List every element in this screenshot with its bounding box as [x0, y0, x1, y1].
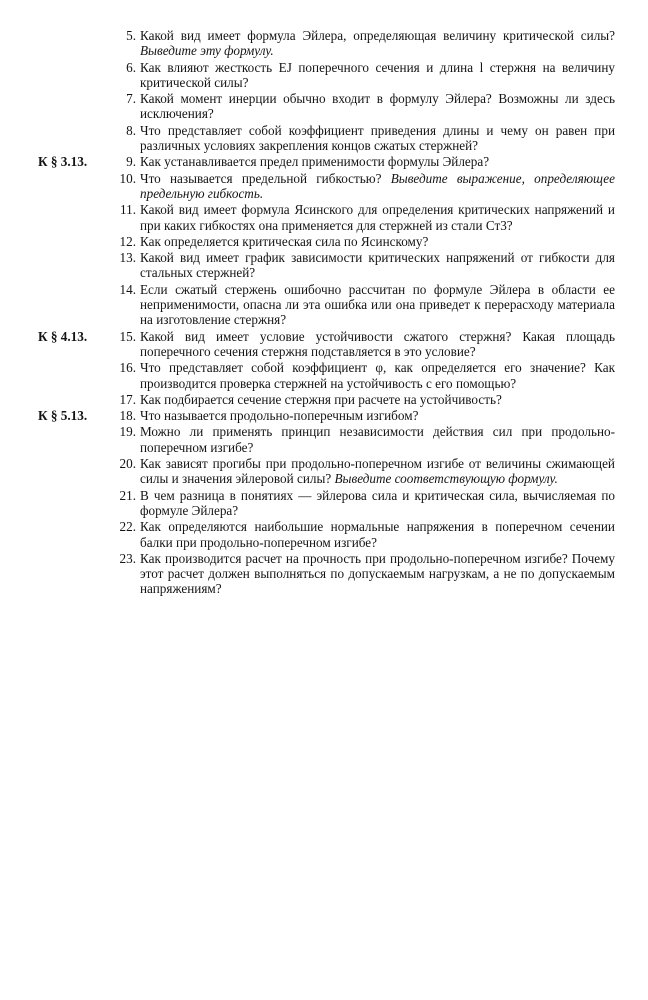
question-item: [0, 488, 648, 519]
question-item: [0, 282, 648, 328]
question-item: [0, 60, 648, 91]
question-text-block: [140, 329, 615, 360]
question-text-block: [140, 282, 615, 328]
question-text: Какой вид имеет формула Ясинского для определения критических напряжений и при каких гибкостях она применяется для стержней из стали Ст3?: [140, 202, 615, 233]
question-number: 15.: [119, 328, 136, 344]
question-text: Можно ли применять принцип независимости действия сил при продольно-поперечном изгибе?: [140, 424, 615, 455]
question-list: [0, 28, 648, 598]
question-text-block: [140, 123, 615, 154]
question-item: [0, 91, 648, 122]
question-text-block: [140, 519, 615, 550]
question-item: [0, 250, 648, 281]
question-number: 21.: [119, 487, 136, 503]
question-number: 18.: [119, 408, 136, 424]
question-item: [0, 424, 648, 455]
question-item: [0, 408, 648, 423]
question-text-block: [140, 154, 615, 169]
question-text: Как производится расчет на прочность при продольно-поперечном изгибе? Почему этот расчет должен выполняться по допускаемым нагрузкам, а не по допускаемым напряжениям?: [140, 550, 615, 597]
question-item: [0, 519, 648, 550]
question-emphasis: Выведите соответствующую формулу.: [334, 471, 558, 487]
section-label: К § 3.13.: [38, 154, 88, 170]
question-text-block: [140, 456, 615, 487]
question-text: Что называется продольно-поперечным изгибом?: [140, 408, 419, 424]
question-text: Как устанавливается предел применимости формулы Эйлера?: [140, 154, 490, 170]
question-number: 23.: [119, 550, 136, 566]
question-text-block: [140, 250, 615, 281]
question-item: [0, 551, 648, 597]
question-item: [0, 28, 648, 59]
question-item: [0, 123, 648, 154]
question-number: 12.: [119, 233, 136, 249]
question-text-block: [140, 392, 615, 407]
question-text-block: [140, 234, 615, 249]
question-number: 10.: [119, 170, 136, 186]
question-text-block: [140, 488, 615, 519]
question-text: Как зависят прогибы при продольно-поперечном изгибе от величины сжимающей силы и значения эйлеровой силы?: [140, 456, 615, 487]
question-item: [0, 456, 648, 487]
question-item: [0, 392, 648, 407]
question-text-block: [140, 551, 615, 597]
question-text: Как определяются наибольшие нормальные напряжения в поперечном сечении балки при продольно-поперечном изгибе?: [140, 519, 615, 550]
question-text: В чем разница в понятиях — эйлерова сила и критическая сила, вычисляемая по формуле Эйлера?: [140, 487, 615, 518]
question-text-block: [140, 60, 615, 91]
question-text-block: [140, 202, 615, 233]
question-emphasis: Выведите эту формулу.: [140, 43, 274, 59]
question-text-block: [140, 424, 615, 455]
question-number: 19.: [119, 424, 136, 440]
question-text: Если сжатый стержень ошибочно рассчитан по формуле Эйлера в области ее неприменимости, опасна ли эта ошибка или она приведет к перерасходу материала на изготовление стержня?: [140, 281, 615, 328]
question-number: 22.: [119, 519, 136, 535]
question-text-block: [140, 28, 615, 59]
question-number: 20.: [119, 456, 136, 472]
question-text: Какой вид имеет график зависимости критических напряжений от гибкости для стальных стержней?: [140, 250, 615, 281]
question-text: Что представляет собой коэффициент приведения длины и чему он равен при различных условиях закрепления концов сжатых стержней?: [140, 122, 615, 154]
question-text: Как влияют жесткость EJ поперечного сечения и длина l стержня на величину критической силы?: [140, 59, 615, 90]
question-text: Как подбирается сечение стержня при расчете на устойчивость?: [140, 391, 502, 407]
question-number: 13.: [119, 250, 136, 266]
question-number: 5.: [126, 28, 136, 43]
question-number: 16.: [119, 360, 136, 376]
question-number: 11.: [120, 202, 136, 218]
question-text: Какой вид имеет условие устойчивости сжатого стержня? Какая площадь поперечного сечения стержня подставляется в это условие?: [140, 328, 615, 359]
question-text-block: [140, 408, 615, 423]
section-label: К § 4.13.: [38, 328, 88, 344]
question-item: [0, 360, 648, 391]
question-item: [0, 234, 648, 249]
question-number: 6.: [126, 59, 136, 75]
question-item: [0, 154, 648, 169]
question-text-block: [140, 171, 615, 202]
question-text: Как определяется критическая сила по Ясинскому?: [140, 233, 429, 249]
question-text: Что представляет собой коэффициент φ, как определяется его значение? Как производится проверка стержней на устойчивость с его помощью?: [140, 360, 615, 391]
question-number: 7.: [126, 91, 136, 107]
question-text: Какой момент инерции обычно входит в формулу Эйлера? Возможны ли здесь исключения?: [140, 91, 615, 122]
question-number: 9.: [126, 154, 136, 170]
section-label: К § 5.13.: [38, 408, 88, 424]
question-item: [0, 202, 648, 233]
question-number: 17.: [119, 391, 136, 407]
question-text: Что называется предельной гибкостью?: [140, 170, 382, 186]
question-item: [0, 171, 648, 202]
question-number: 14.: [119, 281, 136, 297]
question-number: 8.: [126, 122, 136, 138]
question-item: [0, 329, 648, 360]
question-text-block: [140, 360, 615, 391]
question-emphasis: Выведите выражение, определяющее предельную гибкость.: [140, 170, 615, 201]
question-text: Какой вид имеет формула Эйлера, определяющая величину критической силы?: [140, 28, 615, 43]
question-text-block: [140, 91, 615, 122]
